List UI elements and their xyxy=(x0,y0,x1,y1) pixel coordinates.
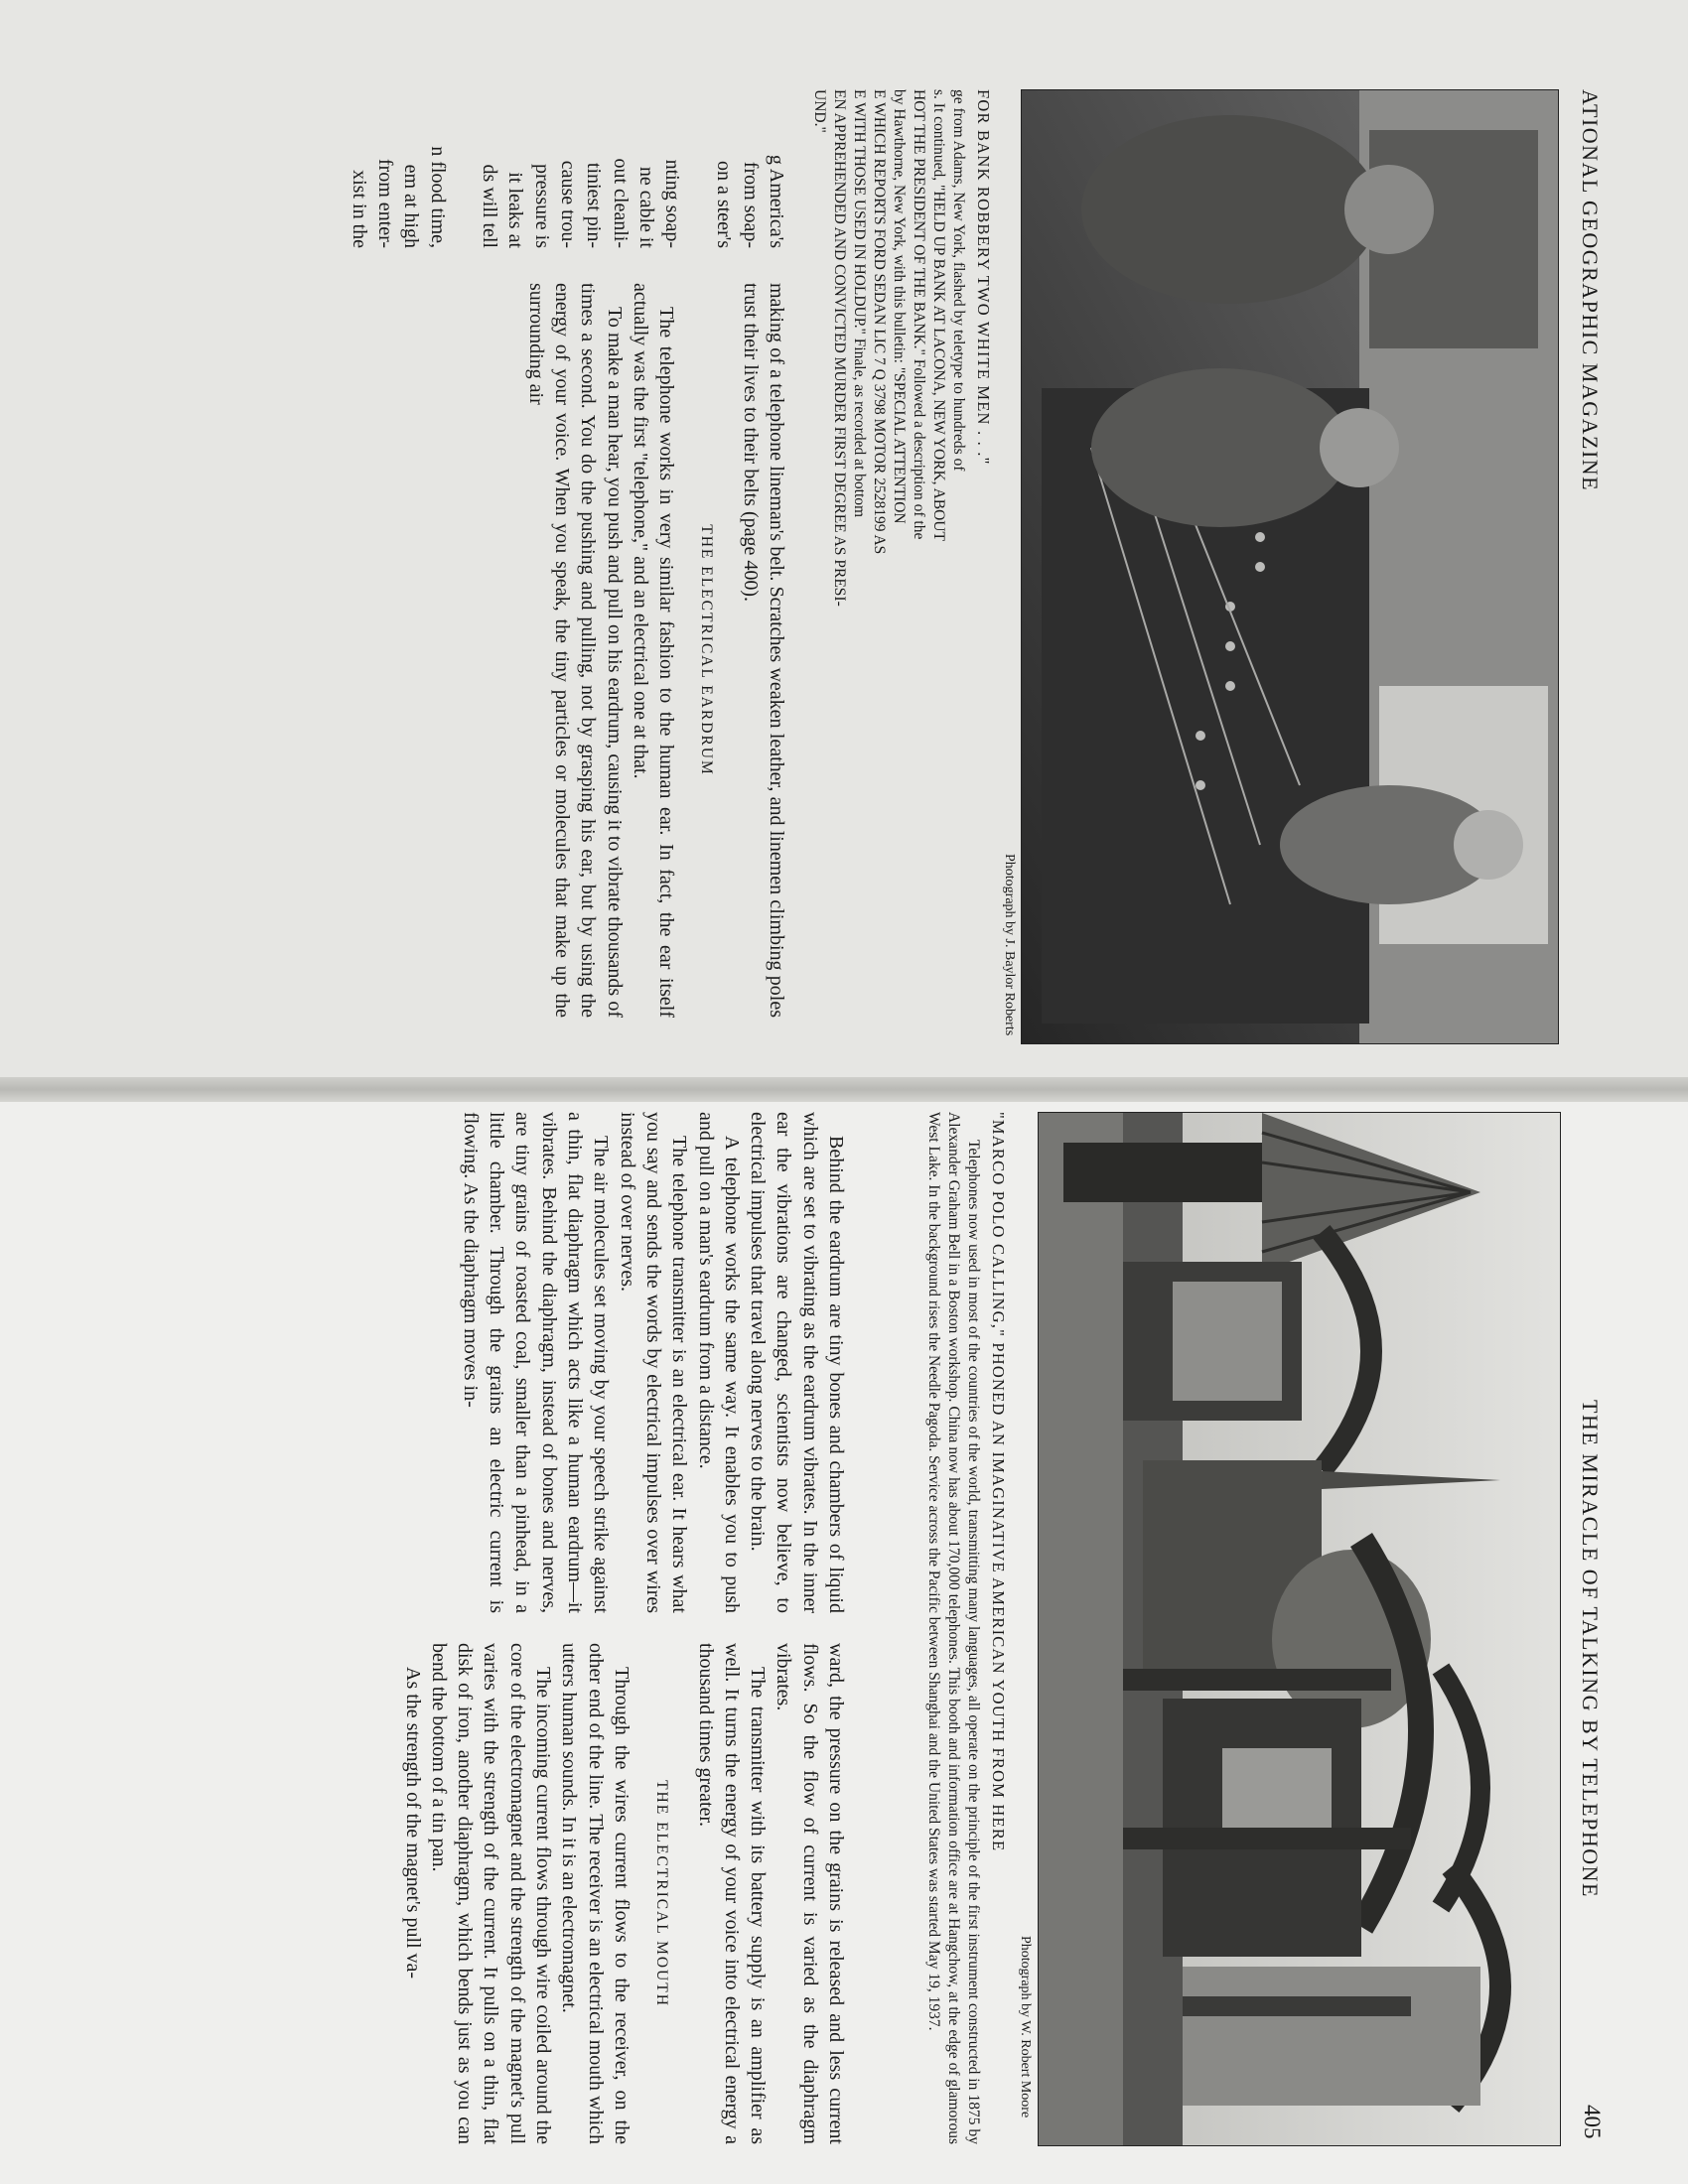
hangchow-telephone-booth-photo xyxy=(1038,1112,1561,2146)
edge-line: on a steer's xyxy=(713,160,736,248)
right-page xyxy=(0,1102,1688,2184)
edge-line: nting soap- xyxy=(661,159,684,248)
edge-line: ne cable it xyxy=(634,166,657,248)
right-paragraph: As the strength of the magnet's pull va- xyxy=(401,1667,424,1979)
left-section-heading: THE ELECTRICAL EARDRUM xyxy=(698,524,716,776)
left-page xyxy=(0,0,1688,1077)
left-photo-credit: Photograph by J. Baylor Roberts xyxy=(1002,854,1017,1036)
caption-line: EN APPREHENDED AND CONVICTED MURDER FIRST DEGREE AS PRESI- xyxy=(831,89,848,607)
right-section-heading: THE ELECTRICAL MOUTH xyxy=(653,1780,671,2007)
right-paragraph: A telephone works the same way. It enables you to push and pull on a man's eardrum from a distance. xyxy=(694,1112,743,1613)
right-column-1 xyxy=(458,1112,849,1613)
left-caption-body xyxy=(809,89,968,1037)
edge-line: tiniest pin- xyxy=(583,162,606,248)
left-running-head: ATIONAL GEOGRAPHIC MAGAZINE xyxy=(1578,89,1603,492)
edge-line: it leaks at xyxy=(504,172,527,248)
right-caption-text: Telephones now used in most of the countries of the world, transmitting many languages, all operate on the principle of the first instrument constructed in 1875 by Alexander Graham Bell in a Boston workshop. China now has about 170,000 telephones. This booth and information office are at Hangchow, at the edge of glamorous West Lake. In the background rises the Needle Pagoda. Service across the Pacific between Shanghai and the United States was started May 19, 1937. xyxy=(925,1112,982,2144)
edge-line: from soap- xyxy=(739,161,762,248)
right-paragraph: Through the wires current flows to the receiver, on the other end of the line. The receiver is an electrical mouth which utters human sounds. In it is an electromagnet. xyxy=(558,1643,633,2144)
caption-line: E WITH THOSE USED IN HOLDUP." Finale, as recorded at bottom xyxy=(851,89,868,518)
right-paragraph: The telephone transmitter is an electrical ear. It hears what you say and sends the words by electrical impulses over wires instead of over nerves. xyxy=(616,1112,691,1613)
right-caption-title: "MARCO POLO CALLING," PHONED AN IMAGINATIVE AMERICAN YOUTH FROM HERE xyxy=(989,1112,1008,1852)
switchboard-photo-illustration xyxy=(1022,90,1558,1043)
right-caption-body xyxy=(923,1112,983,2144)
caption-line: HOT THE PRESIDENT OF THE BANK." Followed a description of the xyxy=(911,89,927,540)
edge-line: ds will tell xyxy=(479,164,501,248)
edge-line: g America's xyxy=(766,154,787,248)
edge-line: xist in the xyxy=(348,170,370,248)
caption-line: by Hawthorne, New York, with this bulletin: "SPECIAL ATTENTION xyxy=(891,89,908,524)
page-number: 405 xyxy=(1580,2105,1605,2139)
left-edge-column xyxy=(347,89,789,248)
pagoda-booth-illustration xyxy=(1039,1113,1560,2145)
right-paragraph: Behind the eardrum are tiny bones and chambers of liquid which are set to vibrating as the eardrum vibrates. In the inner ear the vibrations are changed, scientists now believe, to electrical impulses that travel along nerves to the brain. xyxy=(747,1112,847,1613)
right-paragraph: The air molecules set moving by your speech strike against a thin, flat diaphragm which acts like a human eardrum—it vibrates. Behind the diaphragm, instead of bones and nerves, are tiny grains of roasted coal, smaller than a pinhead, in a little chamber. Through the grains an electric current is flowing. As the diaphragm moves in- xyxy=(459,1112,613,1613)
edge-line: em at high xyxy=(400,164,423,248)
edge-line: from enter- xyxy=(374,158,397,248)
caption-line: s. It continued, "HELD UP BANK AT LACONA, NEW YORK, ABOUT xyxy=(930,89,947,541)
page-gutter xyxy=(0,1077,1688,1102)
right-column-2 xyxy=(399,1643,849,2144)
caption-line: UND." xyxy=(811,89,828,133)
left-main-column xyxy=(522,283,789,1018)
left-column-top-paragraph: making of a telephone lineman's belt. Scratches weaken leather, and linemen climbing poles trust their lives to their belts (page 400). xyxy=(739,283,787,1018)
caption-line: E WHICH REPORTS FORD SEDAN LIC 7 Q 3798 MOTOR 2528199 AS xyxy=(871,89,888,555)
right-paragraph: The incoming current flows through wire coiled around the core of the electromagnet and the strength of the magnet's pull varies with the strength of the current. It pulls on a thin, flat disk of iron, another diaphragm, which bends just as you can bend the bottom of a tin pan. xyxy=(427,1643,555,2144)
right-paragraph: ward, the pressure on the grains is released and less current flows. So the flow of current is varied as the diaphragm vibrates. xyxy=(773,1643,847,2144)
left-paragraph: To make a man hear, you push and pull on his eardrum, causing it to vibrate thousands of times a second. You do the pushing and pulling, not by grasping his ear, but by using the energy of your voice. When you speak, the tiny particles or molecules that make up the surrounding air xyxy=(524,283,626,1018)
right-running-head: THE MIRACLE OF TALKING BY TELEPHONE xyxy=(1578,1400,1603,1898)
edge-line: n flood time, xyxy=(426,146,449,248)
switchboard-operators-photo xyxy=(1021,89,1559,1044)
right-photo-credit: Photograph by W. Robert Moore xyxy=(1018,1936,1033,2118)
right-paragraph: The transmitter with its battery supply is an amplifier as well. It turns the energy of your voice into electrical energy a thousand times greater. xyxy=(694,1643,770,2144)
edge-line: out cleanli- xyxy=(609,158,632,248)
edge-line: pressure is xyxy=(530,164,553,248)
caption-line: ge from Adams, New York, flashed by teletype to hundreds of xyxy=(950,89,967,472)
left-caption-title: FOR BANK ROBBERY TWO WHITE MEN . . ." xyxy=(974,89,993,466)
edge-line: cause trou- xyxy=(556,160,579,248)
left-paragraph: The telephone works in very similar fashion to the human ear. In fact, the ear itself actually was the first "telephone," and an electrical one at that. xyxy=(629,283,678,1018)
